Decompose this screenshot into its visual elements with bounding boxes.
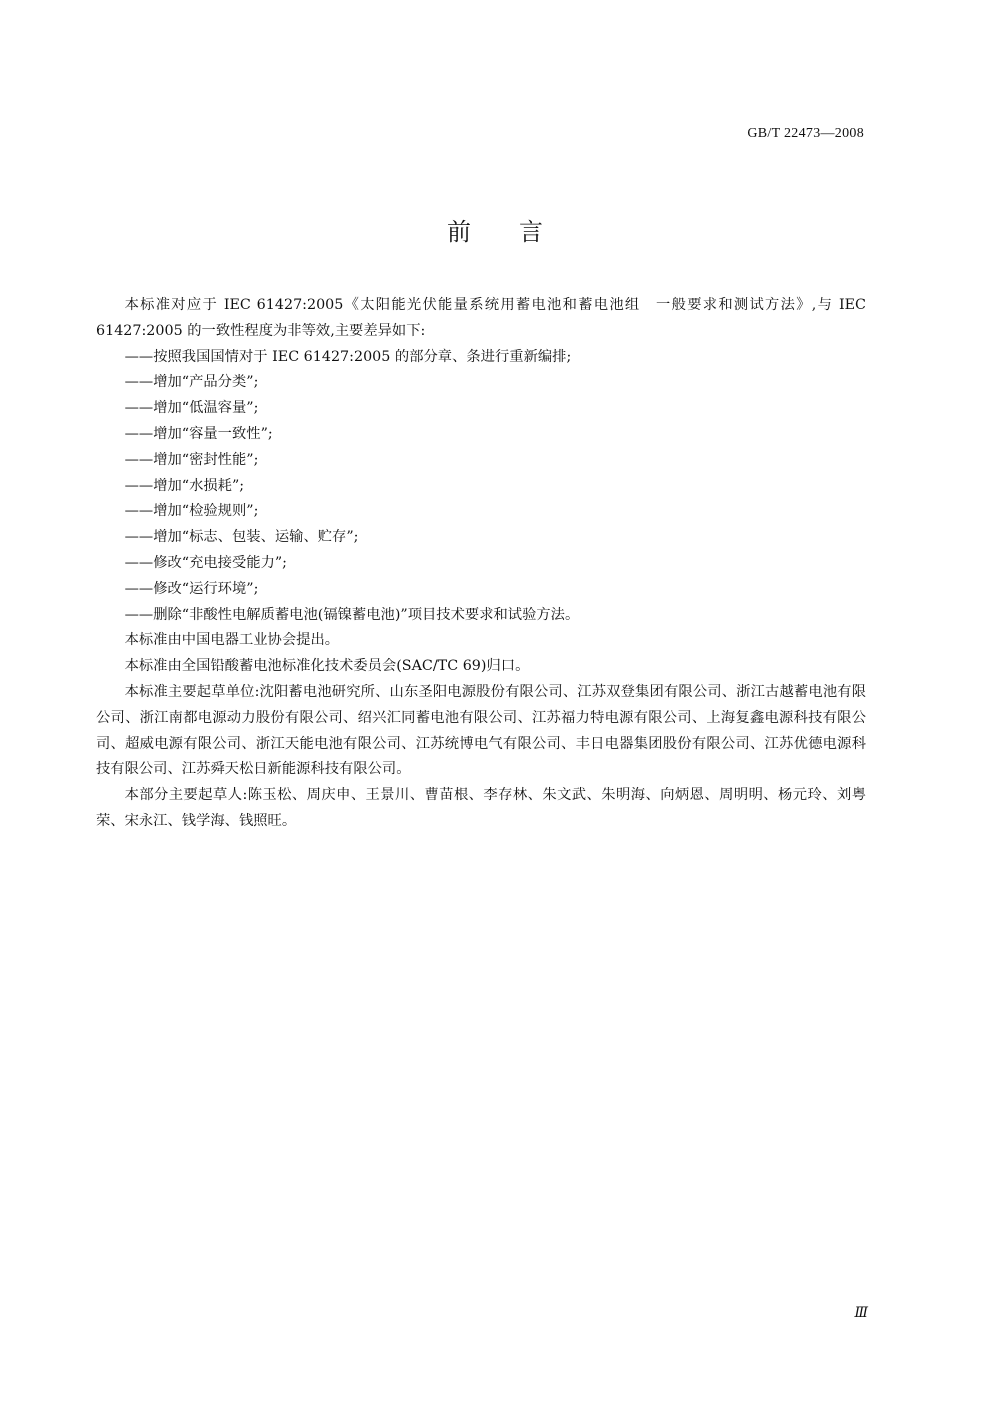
committee-paragraph: 本标准由全国铅酸蓄电池标准化技术委员会(SAC/TC 69)归口。 — [124, 658, 530, 675]
list-item: ——增加“检验规则”; — [124, 503, 259, 520]
list-item: ——按照我国国情对于 IEC 61427:2005 的部分章、条进行重新编排; — [124, 348, 572, 365]
list-item: ——增加“密封性能”; — [124, 451, 259, 468]
drafting-units-paragraph: 本标准主要起草单位:沈阳蓄电池研究所、山东圣阳电源股份有限公司、江苏双登集团有限公司、浙江古越蓄电池有限公司、浙江南都电源动力股份有限公司、绍兴汇同蓄电池有限公司、江苏福力特电源有限公司、上海复鑫电源科技有限公司、超威电源有限公司、浙江天能电池有限公司、江苏统博电气有限公司、丰日电器集团股份有限公司、江苏优德电源科技有限公司、江苏舜天松日新能源科技有限公司。 — [96, 683, 866, 778]
page-title — [0, 212, 992, 247]
differences-list — [96, 345, 866, 629]
list-item: ——修改“运行环境”; — [124, 580, 259, 597]
standard-number: GB/T 22473—2008 — [747, 126, 864, 141]
list-item: ——增加“水损耗”; — [124, 477, 245, 494]
correspondence-paragraph: 本标准对应于 IEC 61427:2005《太阳能光伏能量系统用蓄电池和蓄电池组 一般要求和测试方法》,与 IEC 61427:2005 的一致性程度为非等效,主要差异如下: — [96, 297, 866, 339]
drafters-paragraph: 本部分主要起草人:陈玉松、周庆申、王景川、曹苗根、李存林、朱文武、朱明海、向炳恩、周明明、杨元玲、刘粤荣、宋永江、钱学海、钱照旺。 — [96, 787, 866, 829]
list-item: ——增加“标志、包装、运输、贮存”; — [124, 529, 359, 546]
list-item: ——删除“非酸性电解质蓄电池(镉镍蓄电池)”项目技术要求和试验方法。 — [124, 606, 580, 623]
proposer-paragraph: 本标准由中国电器工业协会提出。 — [124, 632, 340, 649]
page-number: Ⅲ — [854, 1305, 868, 1321]
foreword-body — [96, 293, 866, 835]
title-char-2: 言 — [519, 218, 545, 246]
list-item: ——增加“低温容量”; — [124, 400, 259, 417]
list-item: ——增加“容量一致性”; — [124, 425, 273, 442]
list-item: ——修改“充电接受能力”; — [124, 554, 287, 571]
list-item: ——增加“产品分类”; — [124, 374, 259, 391]
title-char-1: 前 — [447, 218, 473, 246]
